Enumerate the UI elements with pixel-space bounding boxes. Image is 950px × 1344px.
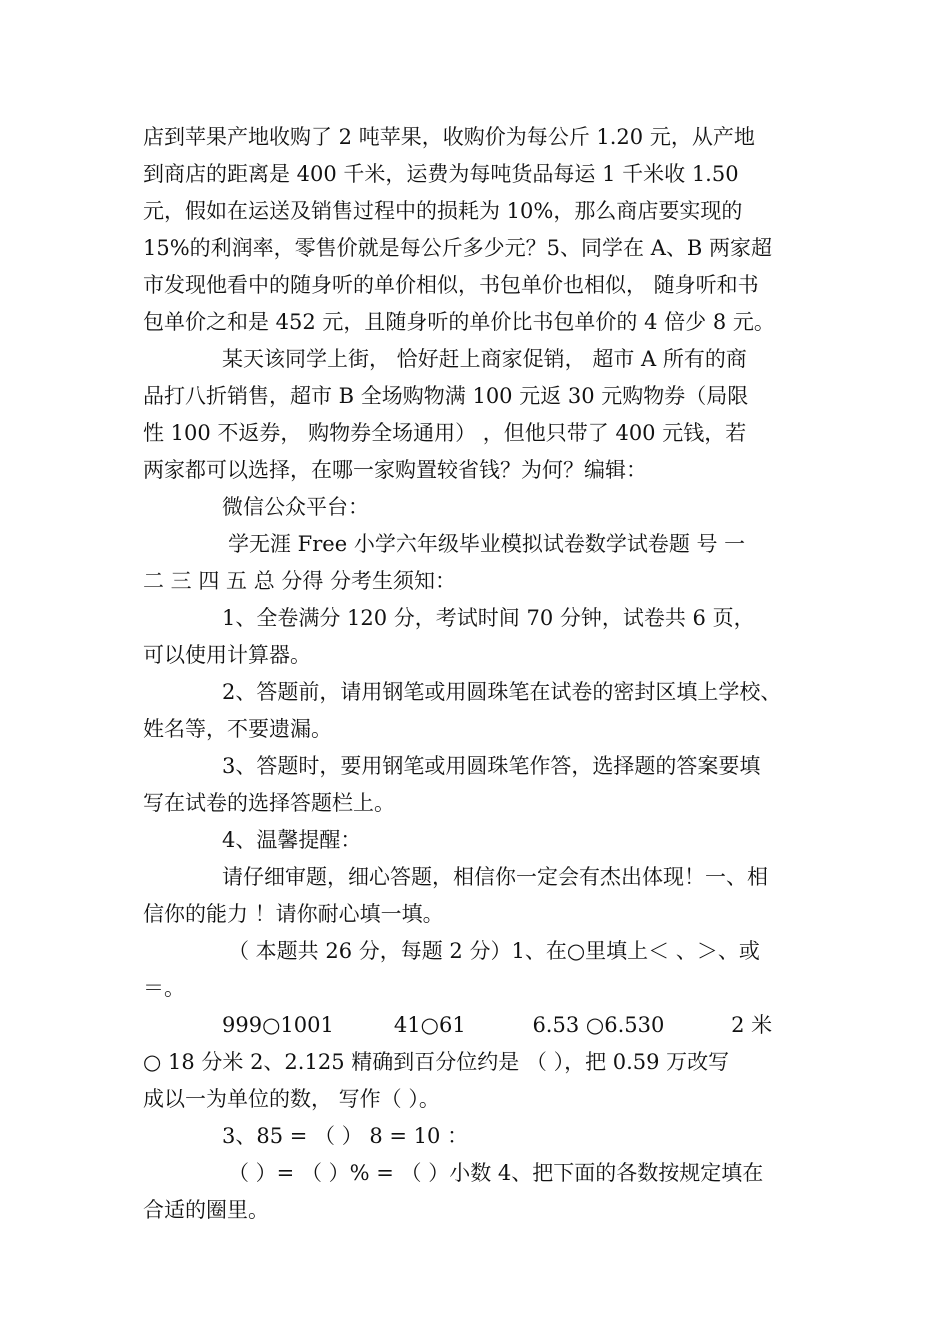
text-line: 2、答题前，请用钢笔或用圆珠笔在试卷的密封区填上学校、: [222, 680, 782, 704]
text-line: 信你的能力 ！请你耐心填一填。: [143, 902, 444, 926]
text-line: 合适的圈里。: [143, 1198, 269, 1222]
text-line: 包单价之和是 452 元，且随身听的单价比书包单价的 4 倍少 8 元。: [143, 310, 775, 334]
text-line: 性 100 不返券， 购物券全场通用） ，但他只带了 400 元钱，若: [143, 421, 747, 445]
text-line: 3、85 = （ ） 8 = 10 ：: [222, 1124, 469, 1148]
text-line: ＝。: [143, 976, 185, 1000]
text-line: 1、全卷满分 120 分，考试时间 70 分钟，试卷共 6 页，: [222, 606, 755, 630]
text-line: 3、答题时，要用钢笔或用圆珠笔作答，选择题的答案要填: [222, 754, 761, 778]
text-line: 写在试卷的选择答题栏上。: [143, 791, 395, 815]
text-line: 两家都可以选择，在哪一家购置较省钱？为何？编辑：: [143, 458, 647, 482]
text-line: 市发现他看中的随身听的单价相似，书包单价也相似， 随身听和书: [143, 273, 759, 297]
text-line: 到商店的距离是 400 千米，运费为每吨货品每运 1 千米收 1.50: [143, 162, 739, 186]
text-line: 15%的利润率，零售价就是每公斤多少元？5、同学在 A、B 两家超: [143, 236, 772, 260]
text-line: 成以一为单位的数， 写作（ ）。: [143, 1087, 440, 1111]
text-line: 微信公众平台：: [222, 495, 369, 519]
text-line: 品打八折销售，超市 B 全场购物满 100 元返 30 元购物券（局限: [143, 384, 749, 408]
text-line: ○ 18 分米 2、2.125 精确到百分位约是 （ ），把 0.59 万改写: [143, 1050, 730, 1074]
text-line: 二 三 四 五 总 分得 分考生须知：: [143, 569, 457, 593]
text-line: 店到苹果产地收购了 2 吨苹果，收购价为每公斤 1.20 元，从产地: [143, 125, 755, 149]
text-line: 学无涯 Free 小学六年级毕业模拟试卷数学试卷题 号 一: [228, 532, 746, 556]
text-line: 姓名等，不要遗漏。: [143, 717, 332, 741]
text-line: 可以使用计算器。: [143, 643, 311, 667]
text-line: 999○1001 41○61 6.53 ○6.530 2 米: [222, 1013, 773, 1037]
text-line: （ ）= （ ）% = （ ）小数 4、把下面的各数按规定填在: [228, 1161, 764, 1185]
text-line: 某天该同学上街， 恰好赶上商家促销， 超市 A 所有的商: [222, 347, 747, 371]
text-line: 请仔细审题，细心答题，相信你一定会有杰出体现！一、相: [222, 865, 768, 889]
text-line: （ 本题共 26 分，每题 2 分）1、在○里填上＜ 、＞、或: [228, 939, 760, 963]
text-line: 元，假如在运送及销售过程中的损耗为 10%，那么商店要实现的: [143, 199, 743, 223]
text-line: 4、温馨提醒：: [222, 828, 362, 852]
